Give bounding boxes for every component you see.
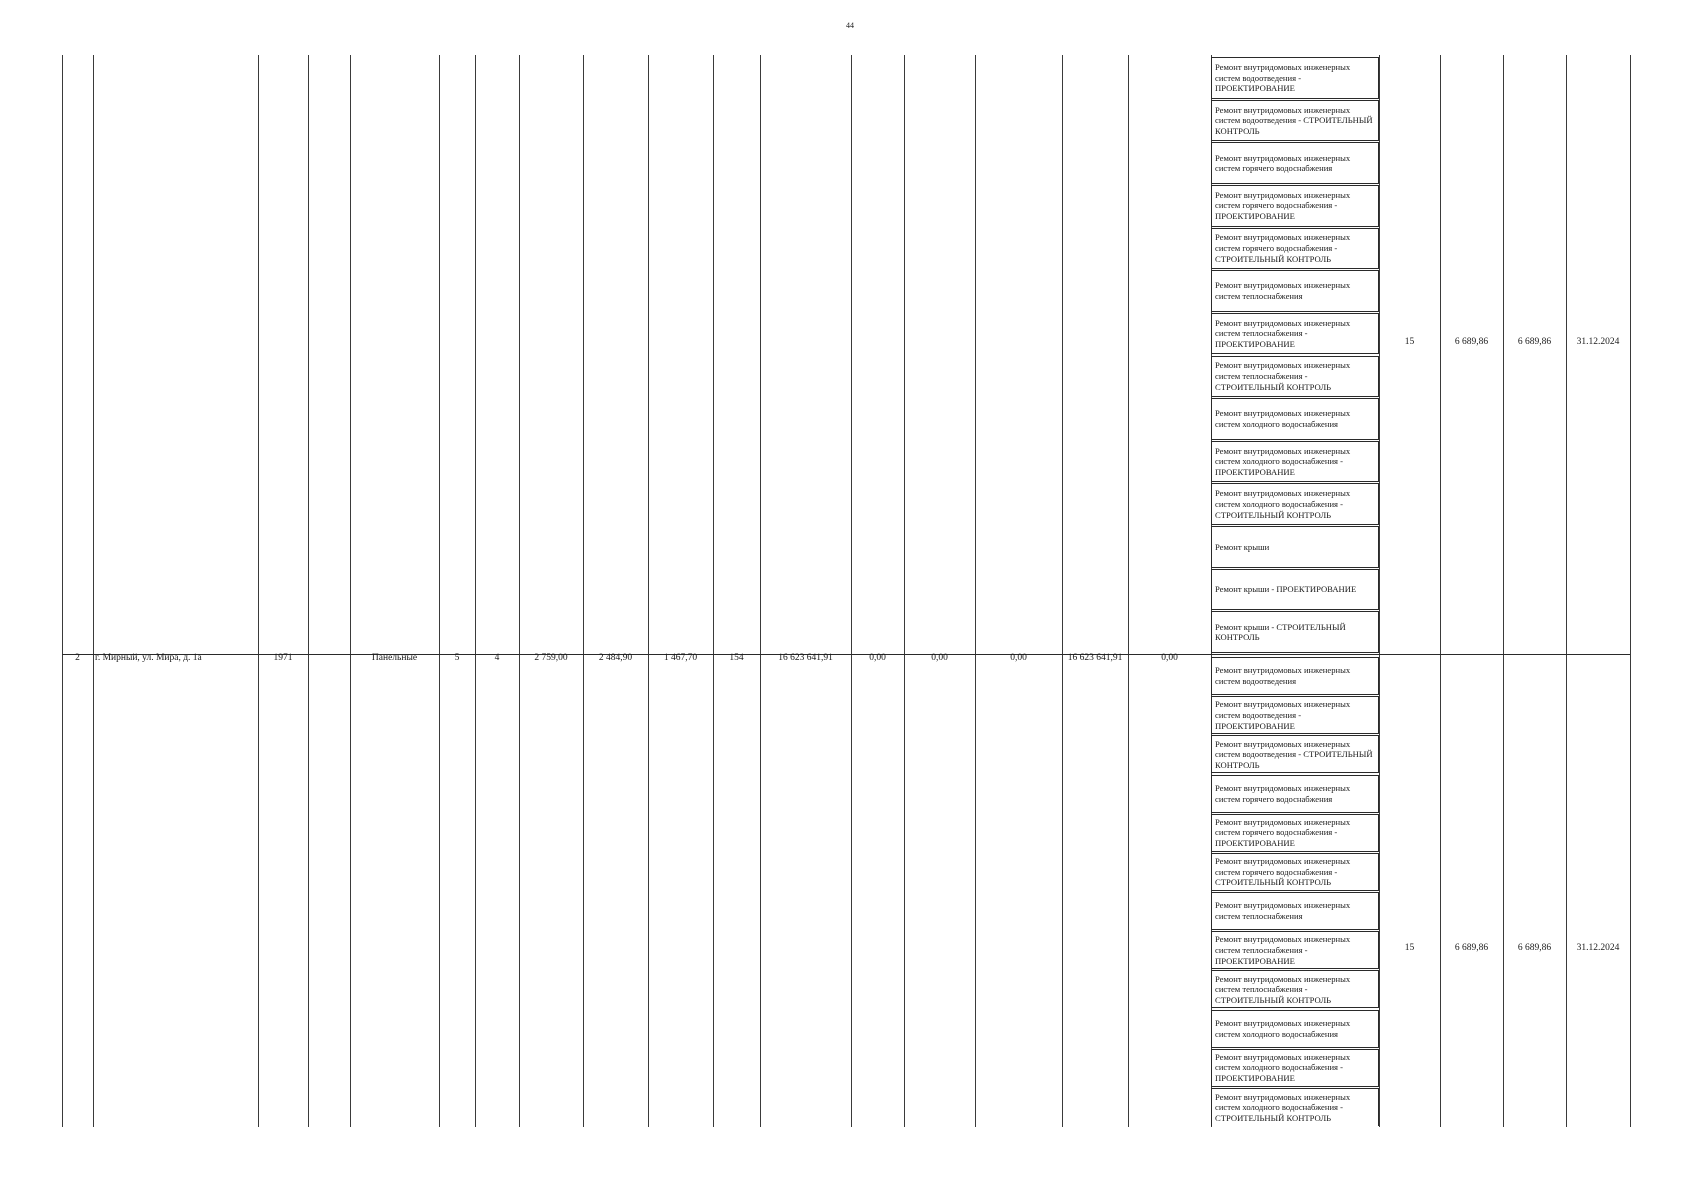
cell-max-unit-cost: 6 689,86 [1517,943,1552,953]
work-item [1211,970,1379,1008]
work-item [1211,483,1379,525]
work-item-label: Ремонт внутридомовых инженерных систем водоотведения - ПРОЕКТИРОВАНИЕ [1215,699,1351,731]
work-item [1211,100,1379,142]
work-item-label: Ремонт внутридомовых инженерных систем водоотведения - СТРОИТЕЛЬНЫЙ КОНТРОЛЬ [1215,104,1373,136]
column-divider [308,55,309,1127]
work-item [1211,569,1379,611]
work-item-label: Ремонт внутридомовых инженерных систем холодного водоснабжения [1215,408,1351,429]
work-item-label: Ремонт внутридомовых инженерных систем холодного водоснабжения - ПРОЕКТИРОВАНИЕ [1215,1051,1351,1084]
work-item-label: Ремонт внутридомовых инженерных систем горячего водоснабжения - ПРОЕКТИРОВАНИЕ [1215,189,1351,222]
column-divider [1440,55,1441,1127]
cell-cost-total: 16 623 641,91 [778,653,833,663]
work-item [1211,657,1379,695]
work-item [1211,57,1379,99]
column-divider [583,55,584,1127]
column-divider [1062,55,1063,1127]
cell-area-residents: 1 467,70 [663,653,698,663]
work-item-label: Ремонт внутридомовых инженерных систем холодного водоснабжения - СТРОИТЕЛЬНЫЙ КОНТРОЛЬ [1215,488,1351,520]
work-item [1211,313,1379,355]
work-item [1211,526,1379,568]
cell-address: г. Мирный, ул. Мира, д. 1а [95,653,202,663]
work-item-label: Ремонт внутридомовых инженерных систем горячего водоснабжения - СТРОИТЕЛЬНЫЙ КОНТРОЛЬ [1215,856,1351,888]
column-divider [1630,55,1631,1127]
work-item-label: Ремонт внутридомовых инженерных систем водоотведения [1215,665,1351,687]
cell-term: 15 [1404,337,1415,347]
work-item [1211,611,1379,653]
work-item-label: Ремонт внутридомовых инженерных систем теплоснабжения - ПРОЕКТИРОВАНИЕ [1215,317,1351,349]
cell-max-unit-cost: 6 689,86 [1517,337,1552,347]
work-item-label: Ремонт внутридомовых инженерных систем горячего водоснабжения - СТРОИТЕЛЬНЫЙ КОНТРОЛЬ [1215,232,1351,264]
column-divider [258,55,259,1127]
work-item [1211,696,1379,734]
work-item [1211,775,1379,813]
cell-floors: 5 [454,653,460,663]
work-item [1211,931,1379,969]
work-item-label: Ремонт внутридомовых инженерных систем теплоснабжения [1215,900,1351,922]
work-item-label: Ремонт внутридомовых инженерных систем теплоснабжения [1215,280,1351,302]
column-divider [1503,55,1504,1127]
column-divider [475,55,476,1127]
work-item [1211,398,1379,440]
page-number: 44 [846,21,854,30]
column-divider [350,55,351,1127]
work-item [1211,228,1379,270]
cell-year: 1971 [273,653,293,663]
work-item [1211,1010,1379,1048]
work-item [1211,853,1379,891]
cell-residents: 154 [729,653,744,663]
work-item [1211,270,1379,312]
cell-fund-other: 0,00 [1161,653,1178,663]
work-item [1211,1049,1379,1087]
column-divider [760,55,761,1127]
column-divider [648,55,649,1127]
column-divider [713,55,714,1127]
work-item-label: Ремонт внутридомовых инженерных систем горячего водоснабжения [1215,152,1351,174]
work-item-label: Ремонт внутридомовых инженерных систем теплоснабжения - ПРОЕКТИРОВАНИЕ [1215,934,1351,966]
cell-no: 2 [75,653,80,663]
work-item-label: Ремонт внутридомовых инженерных систем водоотведения - СТРОИТЕЛЬНЫЙ КОНТРОЛЬ [1215,738,1373,770]
work-item [1211,356,1379,398]
column-divider [1128,55,1129,1127]
work-item-label: Ремонт внутридомовых инженерных систем водоотведения - ПРОЕКТИРОВАНИЕ [1215,61,1351,94]
work-item [1211,142,1379,184]
cell-term: 15 [1404,943,1415,953]
column-divider [1566,55,1567,1127]
column-divider [1379,55,1380,1127]
column-divider [851,55,852,1127]
cell-area-living: 2 484,90 [598,653,633,663]
work-item [1211,1088,1379,1126]
cell-entrances: 4 [494,653,500,663]
work-item-label: Ремонт внутридомовых инженерных систем холодного водоснабжения [1215,1017,1351,1039]
cell-fund-federal: 0,00 [869,653,886,663]
work-item-label: Ремонт крыши [1215,541,1270,552]
cell-fund-local: 0,00 [1010,653,1027,663]
work-item-label: Ремонт внутридомовых инженерных систем холодного водоснабжения - ПРОЕКТИРОВАНИЕ [1215,445,1351,477]
work-item-label: Ремонт крыши - ПРОЕКТИРОВАНИЕ [1215,584,1357,595]
work-item-label: Ремонт внутридомовых инженерных систем горячего водоснабжения - ПРОЕКТИРОВАНИЕ [1215,816,1351,849]
work-item-label: Ремонт внутридомовых инженерных систем холодного водоснабжения - СТРОИТЕЛЬНЫЙ КОНТРОЛЬ [1215,1091,1351,1123]
work-item [1211,892,1379,930]
work-item-label: Ремонт крыши - СТРОИТЕЛЬНЫЙ КОНТРОЛЬ [1215,621,1346,643]
cell-fund-owners: 16 623 641,91 [1067,653,1123,663]
cell-total-area: 2 759,00 [534,653,568,663]
work-item-label: Ремонт внутридомовых инженерных систем горячего водоснабжения [1215,782,1351,804]
column-divider [62,55,63,1127]
work-item-label: Ремонт внутридомовых инженерных систем теплоснабжения - СТРОИТЕЛЬНЫЙ КОНТРОЛЬ [1215,973,1351,1005]
work-item [1211,814,1379,852]
column-divider [975,55,976,1127]
cell-deadline: 31.12.2024 [1576,943,1620,953]
column-divider [519,55,520,1127]
cell-fund-regional: 0,00 [931,653,948,663]
column-divider [439,55,440,1127]
work-item-label: Ремонт внутридомовых инженерных систем теплоснабжения - СТРОИТЕЛЬНЫЙ КОНТРОЛЬ [1215,360,1351,392]
cell-unit-cost: 6 689,86 [1454,943,1489,953]
cell-unit-cost: 6 689,86 [1454,337,1489,347]
work-item [1211,735,1379,773]
column-divider [93,55,94,1127]
work-item [1211,441,1379,483]
work-item [1211,185,1379,227]
cell-deadline: 31.12.2024 [1576,337,1620,347]
cell-walls: Панельные [371,653,418,663]
column-divider [904,55,905,1127]
